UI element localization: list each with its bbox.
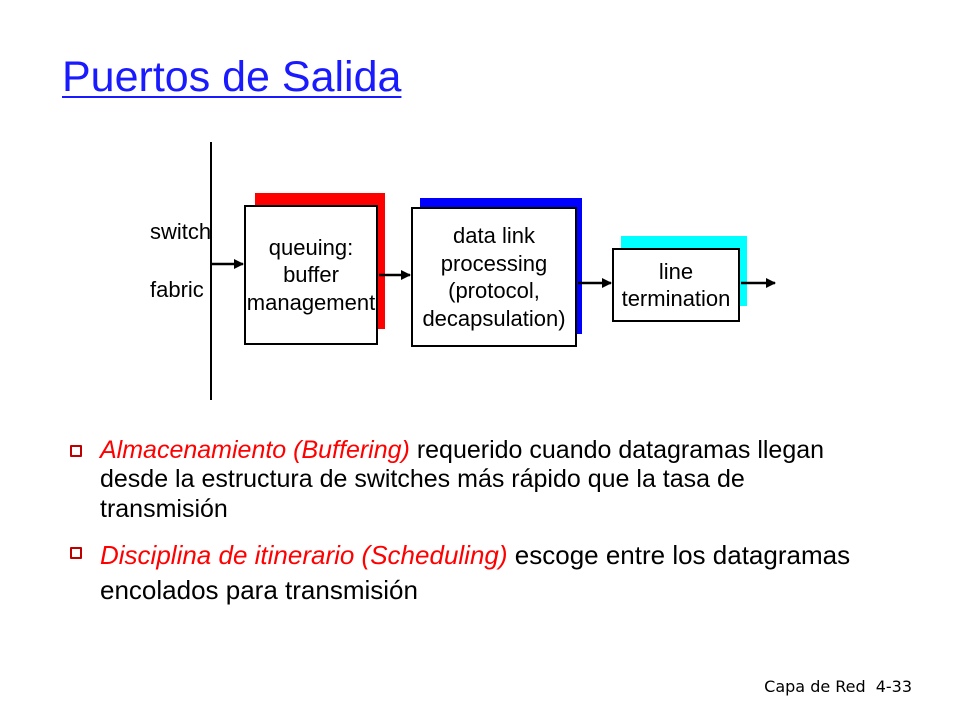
bullet-square-icon — [70, 445, 82, 457]
data-link-box: data link processing (protocol, decapsulation) — [411, 207, 577, 347]
bullet-text: escoge entre los datagramas encolados para transmisión — [100, 539, 851, 605]
footer-section: Capa de Red — [764, 677, 866, 696]
bullet-square-icon — [70, 547, 82, 559]
bullet-emphasis: Disciplina de itinerario (Scheduling) — [100, 539, 508, 570]
bullet-buffering — [70, 436, 870, 524]
bullet-scheduling — [70, 538, 870, 608]
bullet-emphasis: Almacenamiento (Buffering) — [100, 436, 410, 464]
footer-page-number: 4-33 — [875, 677, 912, 696]
bullet-list — [70, 436, 870, 622]
switch-label: switch — [150, 219, 212, 244]
queuing-box: queuing: buffer management — [244, 205, 378, 345]
slide-footer — [764, 677, 912, 696]
line-termination-box: line termination — [612, 248, 740, 322]
fabric-label: fabric — [150, 277, 204, 302]
bullet-text: requerido cuando datagramas llegan desde la estructura de switches más rápido que la tasa de transmisión — [100, 436, 825, 523]
slide-title: Puertos de Salida — [62, 53, 402, 101]
